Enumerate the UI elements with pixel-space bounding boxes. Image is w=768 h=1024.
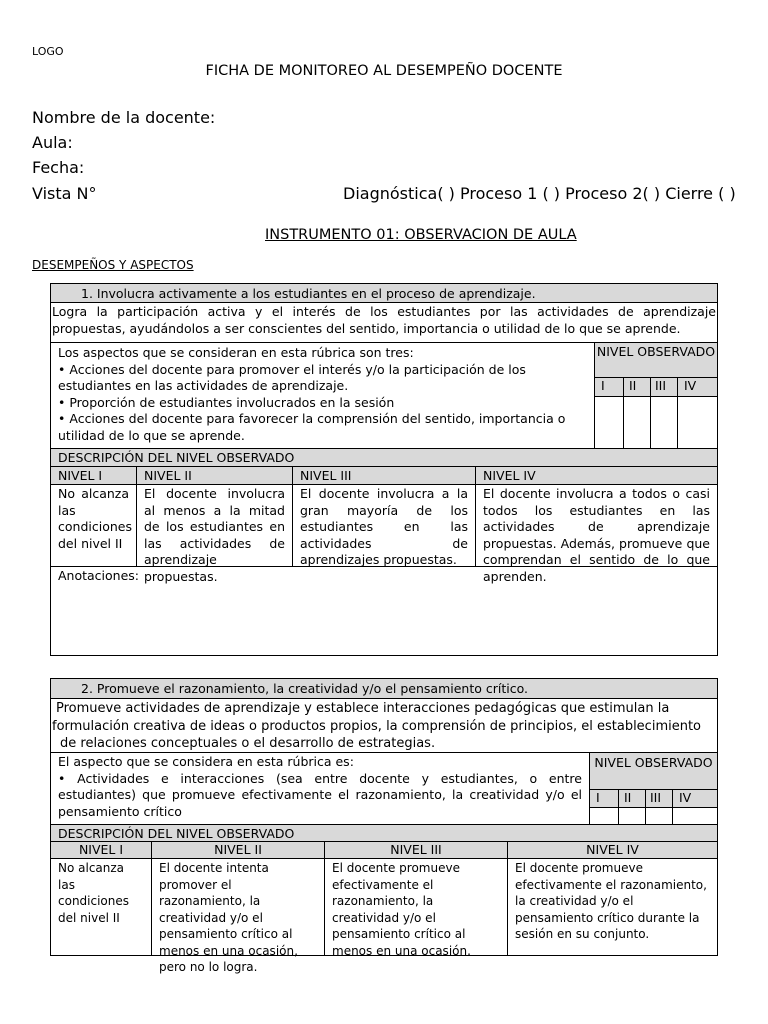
teacher-name-label: Nombre de la docente: — [32, 108, 216, 127]
rubric-1-table — [50, 283, 718, 656]
level-check-cell[interactable] — [618, 808, 645, 824]
rubric-1-level-header: NIVEL OBSERVADO — [595, 343, 717, 377]
classroom-label: Aula: — [32, 133, 73, 152]
rubric-1-aspects — [51, 343, 594, 448]
rubric-2-description-line: de relaciones conceptuales o el desarrollo de estrategias. — [60, 736, 436, 751]
visit-stage-options: Diagnóstica( ) Proceso 1 ( ) Proceso 2( ) Cierre ( ) — [343, 184, 736, 203]
rubric-2-aspects-intro: El aspecto que se considera en esta rúbrica es: — [58, 754, 354, 769]
level-check-cell[interactable] — [623, 397, 650, 448]
rubric-2-description-header: DESCRIPCIÓN DEL NIVEL OBSERVADO — [58, 826, 295, 841]
level-name: NIVEL III — [292, 467, 475, 484]
rubric-2-description-line: Promueve actividades de aprendizaje y establece interacciones pedagógicas que estimulan la — [56, 701, 670, 716]
rubric-1-description-header: DESCRIPCIÓN DEL NIVEL OBSERVADO — [58, 450, 295, 465]
level-name: NIVEL IV — [475, 467, 717, 484]
rubric-1-level-observed — [594, 343, 717, 448]
date-label: Fecha: — [32, 158, 85, 177]
rubric-1-aspects-intro: Los aspectos que se consideran en esta rúbrica son tres: — [58, 345, 414, 360]
level-mark: IV — [677, 378, 717, 396]
level-mark: I — [601, 378, 605, 393]
rubric-2-level-observed — [589, 753, 717, 824]
level-description: El docente intenta promover el razonamiento, la creatividad y/o el pensamiento crítico al menos en una ocasión, pero no lo logra. — [151, 859, 324, 955]
level-description: El docente promueve efectivamente el razonamiento, la creatividad y/o el pensamiento crítico al menos en una ocasión. — [324, 859, 507, 955]
rubric-2-description-line: formulación creativa de ideas o productos propios, la comprensión de principios, el establecimiento — [52, 718, 702, 734]
level-name: NIVEL IV — [507, 842, 717, 858]
section-heading: DESEMPEÑOS Y ASPECTOS — [32, 258, 194, 272]
rubric-2-aspects — [51, 753, 589, 824]
level-check-cell[interactable] — [650, 397, 677, 448]
level-name: NIVEL II — [136, 467, 292, 484]
level-check-cell[interactable] — [595, 397, 623, 448]
rubric-2-title: 2. Promueve el razonamiento, la creatividad y/o el pensamiento crítico. — [81, 681, 529, 696]
rubric-2-level-header: NIVEL OBSERVADO — [590, 753, 717, 789]
rubric-1-aspect: • Acciones del docente para favorecer la comprensión del sentido, importancia o utilidad de lo que se aprende. — [58, 411, 587, 444]
rubric-1-notes-area[interactable] — [51, 566, 717, 655]
level-mark: III — [650, 378, 677, 396]
rubric-2-table — [50, 678, 718, 974]
level-description: No alcanza las condiciones del nivel II — [58, 486, 132, 551]
level-mark: I — [596, 790, 600, 805]
rubric-2-description — [51, 698, 717, 752]
level-description: El docente promueve efectivamente el razonamiento, la creatividad y/o el pensamiento crítico durante la sesión en su conjunto. — [507, 859, 717, 955]
level-mark: III — [645, 790, 672, 807]
notes-label: Anotaciones: — [58, 568, 140, 583]
level-name: NIVEL III — [324, 842, 507, 858]
instrument-title: INSTRUMENTO 01: OBSERVACION DE AULA — [265, 227, 577, 243]
page-title: FICHA DE MONITOREO AL DESEMPEÑO DOCENTE — [205, 63, 563, 79]
level-check-cell[interactable] — [672, 808, 717, 824]
rubric-1-title: 1. Involucra activamente a los estudiantes en el proceso de aprendizaje. — [81, 286, 536, 301]
rubric-1-description: Logra la participación activa y el interés de los estudiantes por las actividades de aprendizaje propuestas, ayudándolos a ser conscientes del sentido, importancia o utilidad de lo que se aprende. — [52, 304, 716, 336]
level-description: No alcanza las condiciones del nivel II — [58, 861, 130, 925]
level-mark: IV — [672, 790, 717, 807]
rubric-1-aspect: • Proporción de estudiantes involucrados en la sesión — [58, 395, 587, 412]
level-check-cell[interactable] — [590, 808, 618, 824]
level-mark: II — [618, 790, 645, 807]
level-description: El docente involucra a la gran mayoría de los estudiantes en las actividades de aprendizajes propuestas. — [292, 485, 475, 566]
level-name: NIVEL II — [151, 842, 324, 858]
level-name: NIVEL I — [78, 842, 124, 857]
visit-number-label: Vista N° — [32, 184, 97, 203]
level-description: El docente involucra a todos o casi todos los estudiantes en las actividades de aprendizaje propuestas. Además, promueve que comprendan el sentido de lo que aprenden. — [475, 485, 717, 566]
rubric-2-aspect: • Actividades e interacciones (sea entre docente y estudiantes, o entre estudiantes) que promueve efectivamente el razonamiento, la creatividad y/o el pensamiento crítico — [58, 771, 582, 821]
level-description: El docente involucra al menos a la mitad de los estudiantes en las actividades de aprendizaje propuestas. — [136, 485, 292, 566]
level-check-cell[interactable] — [677, 397, 717, 448]
level-check-cell[interactable] — [645, 808, 672, 824]
rubric-1-aspect: • Acciones del docente para promover el interés y/o la participación de los estudiantes en las actividades de aprendizaje. — [58, 362, 587, 395]
level-name: NIVEL I — [58, 468, 103, 483]
logo-placeholder: LOGO — [32, 45, 64, 58]
level-mark: II — [623, 378, 650, 396]
